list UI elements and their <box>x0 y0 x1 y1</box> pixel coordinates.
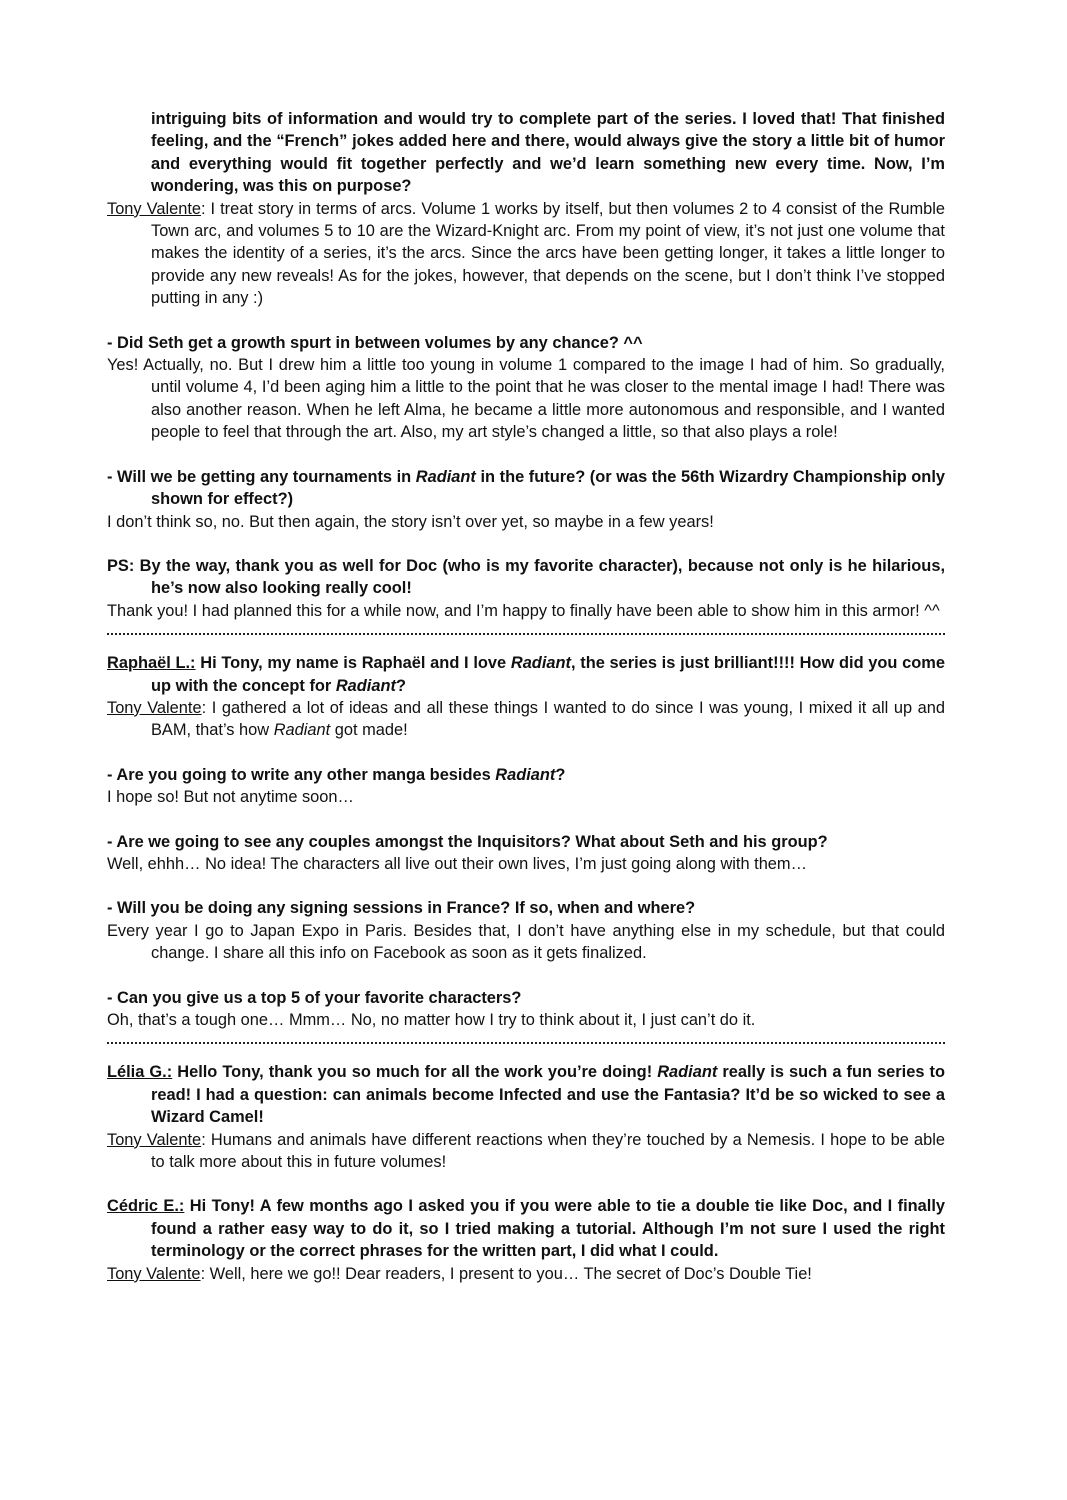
question <box>107 466 945 511</box>
question <box>107 652 945 697</box>
title-radiant: Radiant <box>495 765 556 784</box>
reader-name: Raphaël L.: <box>107 654 196 673</box>
question: - Are we going to see any couples amongst the Inquisitors? What about Seth and his group? <box>107 832 828 851</box>
title-radiant: Radiant <box>273 721 331 740</box>
question <box>107 764 945 786</box>
question <box>107 1195 945 1262</box>
reader-name: Cédric E.: <box>107 1197 185 1216</box>
question-text: ? <box>395 676 406 695</box>
answer-text: : I gathered a lot of ideas and all these things I wanted to do since I was young, I mixed it all up and BAM, that’s how <box>151 698 945 740</box>
answer-text: : Humans and animals have different reactions when they’re touched by a Nemesis. I hope to be able to talk more about this in future volumes! <box>151 1130 945 1172</box>
speaker-name: Tony Valente <box>107 199 201 218</box>
question-text: - Are you going to write any other manga besides <box>107 765 496 784</box>
answer: Thank you! I had planned this for a while now, and I’m happy to finally have been able to show him in this armor! ^^ <box>107 601 940 620</box>
reader-name: Lélia G.: <box>107 1063 173 1082</box>
answer: I hope so! But not anytime soon… <box>107 788 354 807</box>
answer: Oh, that’s a tough one… Mmm… No, no matter how I try to think about it, I just can’t do it. <box>107 1011 756 1029</box>
question-text: Hi Tony, my name is Raphaël and I love <box>195 654 511 673</box>
question-text: in the future? (or was the 56th Wizardry Championship only shown for effect?) <box>151 467 945 509</box>
question-text: ? <box>555 765 566 784</box>
title-radiant: Radiant <box>657 1063 718 1082</box>
question: - Can you give us a top 5 of your favorite characters? <box>107 988 522 1007</box>
question: PS: By the way, thank you as well for Doc (who is my favorite character), because not only is he hilarious, he’s now also looking really cool! <box>107 556 945 598</box>
answer-text: got made! <box>330 721 408 740</box>
title-radiant: Radiant <box>510 654 571 673</box>
answer-text: : Well, here we go!! Dear readers, I present to you… The secret of Doc’s Double Tie! <box>200 1264 812 1283</box>
answer <box>107 1129 945 1174</box>
answer: Every year I go to Japan Expo in Paris. Besides that, I don’t have anything else in my schedule, but that could change. I share all this info on Facebook as soon as it gets finalized. <box>107 921 945 963</box>
answer: Well, ehhh… No idea! The characters all live out their own lives, I’m just going along with them… <box>107 854 807 873</box>
question-continued: intriguing bits of information and would try to complete part of the series. I loved that! That finished feeling, and the “French” jokes added here and there, would always give the story a little bit of humor and everything would fit together perfectly and we’d learn something new every time. Now, I’m wondering, was this on purpose? <box>151 110 945 196</box>
question-text: Hello Tony, thank you so much for all the work you’re doing! <box>172 1063 658 1082</box>
dotted-separator <box>107 633 945 635</box>
answer <box>107 1263 945 1285</box>
question-text: Hi Tony! A few months ago I asked you if you were able to tie a double tie like Doc, and I finally found a rather easy way to do it, so I tried making a tutorial. Although I’m not sure I used the right terminology or the correct phrases for the written part, I did what I could. <box>151 1197 945 1261</box>
answer <box>107 697 945 742</box>
speaker-name: Tony Valente <box>107 1264 201 1283</box>
document-page <box>107 108 945 1285</box>
title-radiant: Radiant <box>335 676 396 695</box>
answer: Yes! Actually, no. But I drew him a little too young in volume 1 compared to the image I had of him. So gradually, until volume 4, I’d been aging him a little to the point that he was closer to the mental image I had! There was also another reason. When he left Alma, he became a little more autonomous and responsible, and I wanted people to feel that through the art. Also, my art style’s changed a little, so that also plays a role! <box>107 356 945 442</box>
answer <box>107 198 945 310</box>
question <box>107 1061 945 1128</box>
question-text: really is such a fun series to read! I had a question: can animals become Infected and use the Fantasia? It’d be so wicked to see a Wizard Camel! <box>151 1063 945 1127</box>
speaker-name: Tony Valente <box>107 1130 202 1149</box>
dotted-separator <box>107 1042 945 1044</box>
title-radiant: Radiant <box>415 467 476 486</box>
question-text: , the series is just brilliant!!!! How did you come up with the concept for <box>151 654 945 695</box>
question: - Will you be doing any signing sessions in France? If so, when and where? <box>107 899 696 918</box>
question-text: - Will we be getting any tournaments in <box>107 467 416 486</box>
speaker-name: Tony Valente <box>107 698 202 717</box>
question: - Did Seth get a growth spurt in between volumes by any chance? ^^ <box>107 333 643 352</box>
answer: I don’t think so, no. But then again, the story isn’t over yet, so maybe in a few years! <box>107 512 714 531</box>
answer-text: : I treat story in terms of arcs. Volume 1 works by itself, but then volumes 2 to 4 consist of the Rumble Town arc, and volumes 5 to 10 are the Wizard-Knight arc. From my point of view, it’s not just one volume that makes the identity of a series, it’s the arcs. Since the arcs have been getting longer, it takes a little longer to provide any new reveals! As for the jokes, however, that depends on the scene, but I don’t think I’ve stopped putting in any :) <box>151 199 945 308</box>
